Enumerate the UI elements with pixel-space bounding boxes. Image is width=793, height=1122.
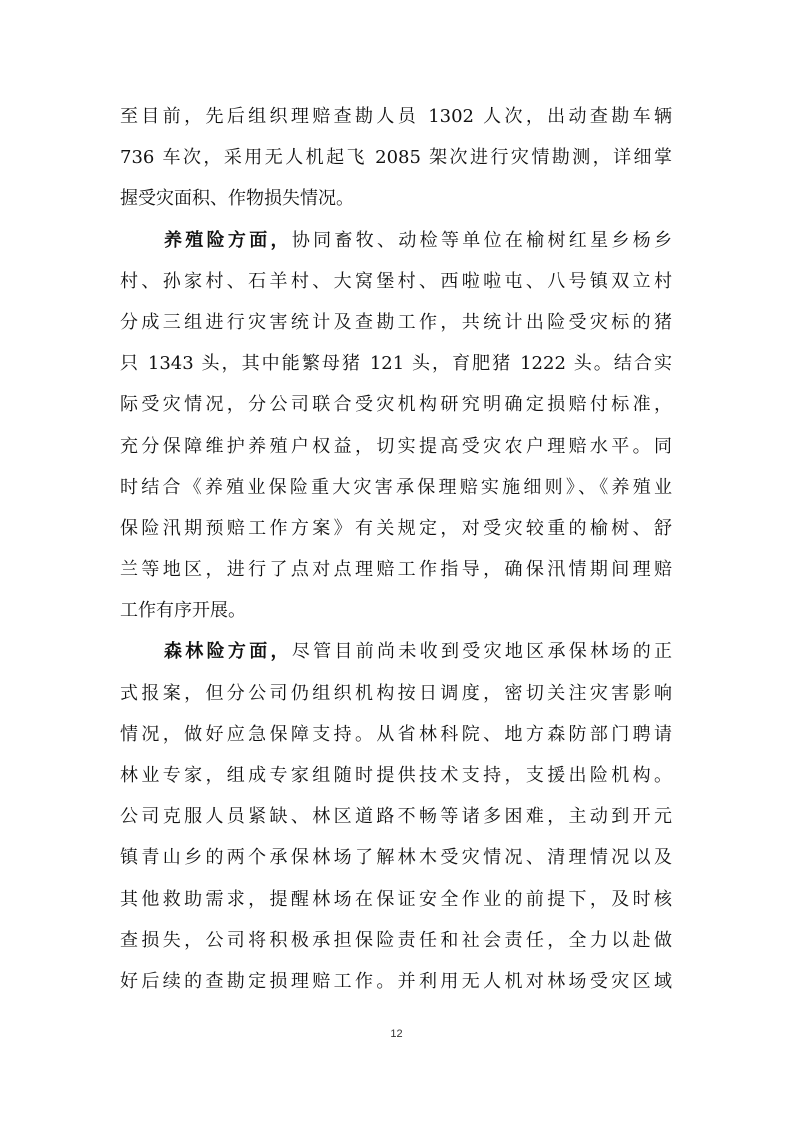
- section-lead-livestock: 养殖险方面，: [164, 229, 292, 251]
- text-line: 只 1343 头，其中能繁母猪 121 头，育肥猪 1222 头。结合实: [120, 353, 672, 375]
- text-line: [120, 220, 672, 261]
- body-text: [120, 96, 672, 1002]
- page-number: 12: [390, 1028, 403, 1040]
- text-line: 兰等地区，进行了点对点理赔工作指导，确保汛情期间理赔: [120, 559, 672, 581]
- text-line: 情况，做好应急保障支持。从省林科院、地方森防部门聘请: [120, 723, 672, 745]
- text-line: 握受灾面积、作物损失情况。: [120, 188, 354, 210]
- text-line: 村、孙家村、石羊村、大窝堡村、西啦啦屯、八号镇双立村: [120, 270, 672, 292]
- text-line: 镇青山乡的两个承保林场了解林木受灾情况、清理情况以及: [120, 847, 672, 869]
- text-span: 协同畜牧、动检等单位在榆树红星乡杨乡: [291, 229, 672, 251]
- text-line: 公司克服人员紧缺、林区道路不畅等诸多困难，主动到开元: [120, 806, 672, 828]
- text-span: 尽管目前尚未收到受灾地区承保林场的正: [291, 641, 672, 663]
- text-line: [120, 631, 672, 672]
- text-line: 736 车次，采用无人机起飞 2085 架次进行灾情勘测，详细掌: [120, 147, 672, 169]
- text-line: 分成三组进行灾害统计及查勘工作，共统计出险受灾标的猪: [120, 311, 672, 333]
- text-line: 时结合《养殖业保险重大灾害承保理赔实施细则》、《养殖业: [120, 476, 672, 498]
- text-line: 查损失，公司将积极承担保险责任和社会责任，全力以赴做: [120, 929, 672, 951]
- text-line: 式报案，但分公司仍组织机构按日调度，密切关注灾害影响: [120, 682, 672, 704]
- text-line: 好后续的查勘定损理赔工作。并利用无人机对林场受灾区域: [120, 970, 672, 992]
- text-line: 至目前，先后组织理赔查勘人员 1302 人次，出动查勘车辆: [120, 106, 672, 127]
- section-lead-forest: 森林险方面，: [164, 641, 292, 663]
- text-line: 其他救助需求，提醒林场在保证安全作业的前提下，及时核: [120, 888, 672, 910]
- text-line: 工作有序开展。: [120, 600, 246, 622]
- text-line: 保险汛期预赔工作方案》有关规定，对受灾较重的榆树、舒: [120, 517, 672, 539]
- text-line: 充分保障维护养殖户权益，切实提高受灾农户理赔水平。同: [120, 435, 672, 457]
- text-line: 林业专家，组成专家组随时提供技术支持，支援出险机构。: [120, 765, 672, 786]
- text-line: 际受灾情况，分公司联合受灾机构研究明确定损赔付标准，: [120, 394, 672, 416]
